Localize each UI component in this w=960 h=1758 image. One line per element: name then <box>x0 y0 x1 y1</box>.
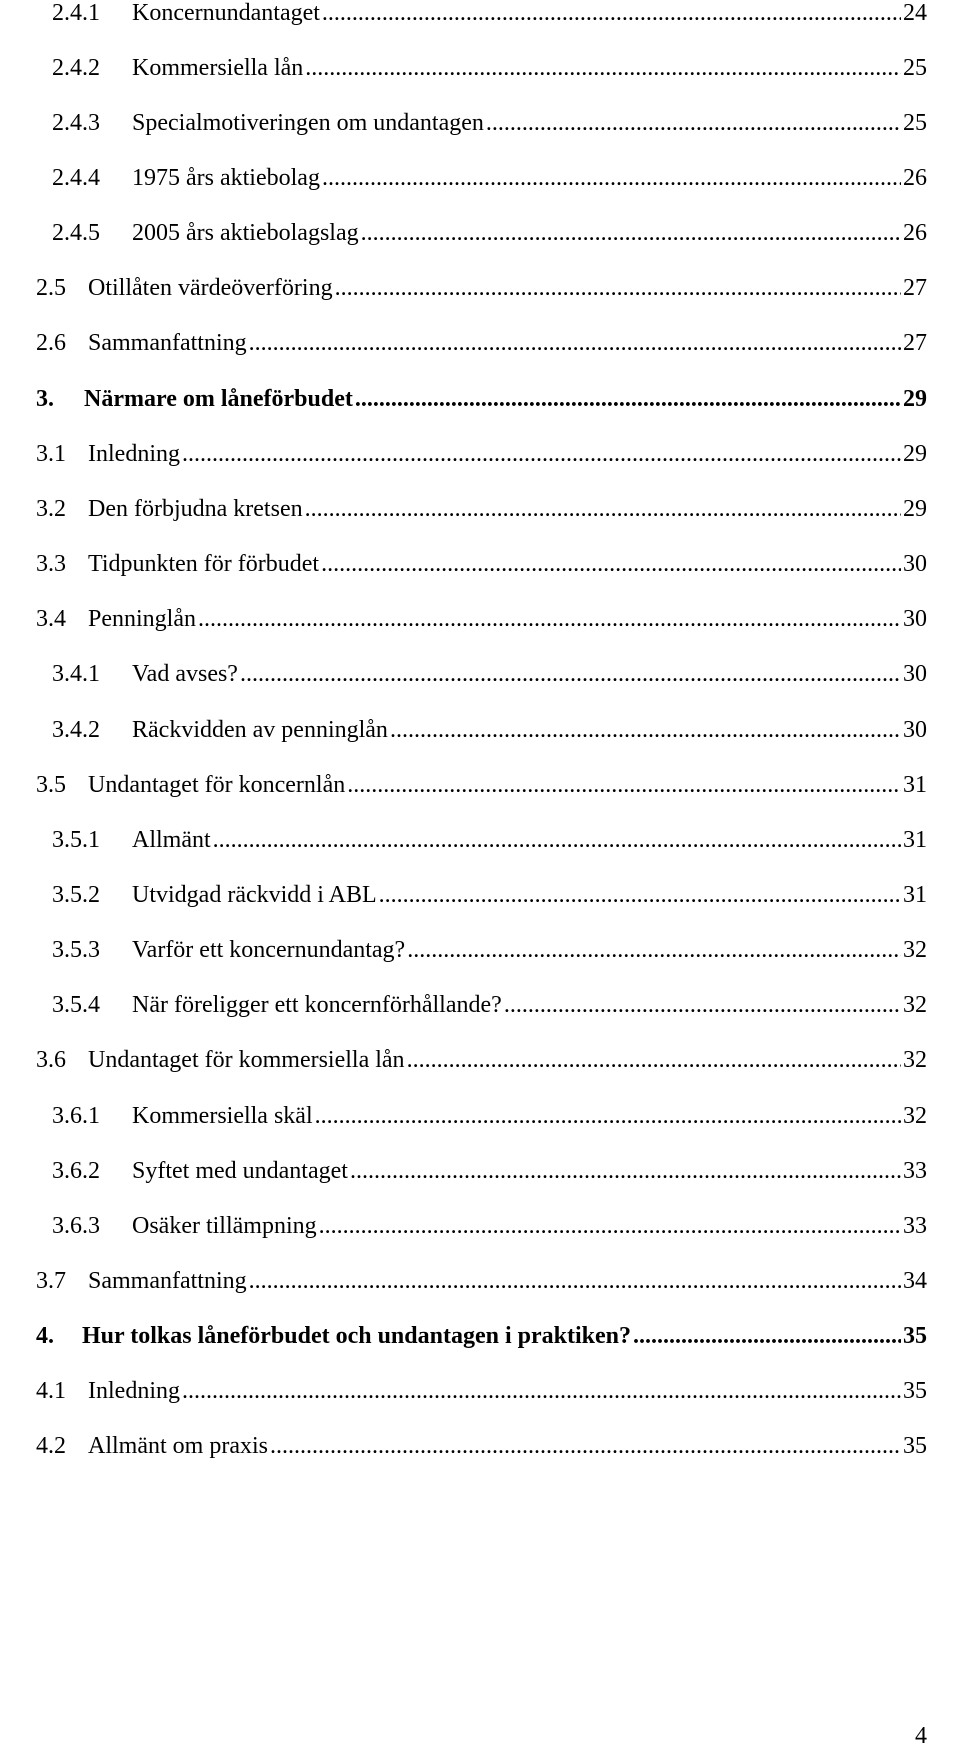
toc-chapter-entry[interactable] <box>36 379 927 419</box>
toc-entry[interactable] <box>52 875 927 915</box>
toc-entry-number: 3.7 <box>36 1268 66 1294</box>
toc-leader-dots <box>355 379 901 419</box>
toc-entry-title: Närmare om låneförbudet <box>84 386 353 412</box>
toc-entry-page: 30 <box>903 551 927 577</box>
toc-entry-page: 31 <box>903 882 927 908</box>
toc-entry-page: 25 <box>903 55 927 81</box>
toc-entry-page: 32 <box>903 937 927 963</box>
toc-entry-page: 33 <box>903 1158 927 1184</box>
toc-entry-title: 1975 års aktiebolag <box>132 165 320 191</box>
toc-leader-dots <box>335 268 901 308</box>
toc-leader-dots <box>407 930 901 970</box>
toc-entry[interactable] <box>36 1371 927 1411</box>
toc-entry[interactable] <box>36 544 927 584</box>
toc-entry[interactable] <box>36 489 927 529</box>
toc-entry-title: Tidpunkten för förbudet <box>88 551 320 577</box>
toc-entry[interactable] <box>36 765 927 805</box>
toc-entry[interactable] <box>52 654 927 694</box>
toc-entry-title: Varför ett koncernundantag? <box>132 937 406 963</box>
toc-leader-dots <box>322 0 901 33</box>
toc-entry[interactable] <box>36 599 927 639</box>
toc-entry-page: 29 <box>903 386 927 412</box>
toc-entry-number: 3.5.1 <box>52 827 100 853</box>
toc-entry-page: 33 <box>903 1213 927 1239</box>
toc-entry-title: Otillåten värdeöverföring <box>88 275 333 301</box>
toc-entry-number: 2.6 <box>36 330 66 356</box>
toc-leader-dots <box>305 48 901 88</box>
toc-entry-page: 29 <box>903 441 927 467</box>
toc-entry-page: 25 <box>903 110 927 136</box>
toc-entry-page: 30 <box>903 661 927 687</box>
toc-leader-dots <box>249 323 901 363</box>
toc-entry-title: Koncernundantaget <box>132 0 320 26</box>
toc-entry-title: Kommersiella lån <box>132 55 304 81</box>
toc-chapter-entry[interactable] <box>36 1316 927 1356</box>
toc-entry-title: Den förbjudna kretsen <box>88 496 303 522</box>
toc-entry-number: 3.3 <box>36 551 66 577</box>
toc-leader-dots <box>322 158 901 198</box>
toc-entry-title: Sammanfattning <box>88 330 247 356</box>
toc-leader-dots <box>321 544 901 584</box>
toc-entry[interactable] <box>52 710 927 750</box>
toc-entry-page: 26 <box>903 165 927 191</box>
toc-leader-dots <box>315 1096 901 1136</box>
toc-entry-title: Inledning <box>88 441 180 467</box>
toc-entry[interactable] <box>52 158 927 198</box>
toc-entry-title: Penninglån <box>88 606 196 632</box>
toc-entry-page: 30 <box>903 606 927 632</box>
toc-leader-dots <box>213 820 901 860</box>
toc-leader-dots <box>504 985 901 1025</box>
toc-entry-page: 29 <box>903 496 927 522</box>
toc-entry-title: Kommersiella skäl <box>132 1103 313 1129</box>
toc-entry[interactable] <box>52 48 927 88</box>
toc-leader-dots <box>240 654 901 694</box>
toc-entry-page: 35 <box>903 1433 927 1459</box>
toc-entry-title: Undantaget för kommersiella lån <box>88 1047 405 1073</box>
toc-leader-dots <box>198 599 901 639</box>
toc-entry-number: 3.5.3 <box>52 937 100 963</box>
toc-leader-dots <box>361 213 901 253</box>
toc-entry-number: 4.2 <box>36 1433 66 1459</box>
toc-entry-number: 3.6.2 <box>52 1158 100 1184</box>
toc-entry-number: 3.5.2 <box>52 882 100 908</box>
toc-entry-title: Osäker tillämpning <box>132 1213 317 1239</box>
toc-leader-dots <box>390 710 901 750</box>
toc-entry-number: 3.6 <box>36 1047 66 1073</box>
toc-entry-title: Syftet med undantaget <box>132 1158 348 1184</box>
toc-entry-title: Sammanfattning <box>88 1268 247 1294</box>
toc-entry-page: 31 <box>903 772 927 798</box>
toc-entry-number: 3.6.1 <box>52 1103 100 1129</box>
toc-entry[interactable] <box>52 1151 927 1191</box>
toc-entry-title: Allmänt <box>132 827 211 853</box>
toc-entry-title: Vad avses? <box>132 661 238 687</box>
toc-entry-number: 4.1 <box>36 1378 66 1404</box>
toc-entry-page: 31 <box>903 827 927 853</box>
toc-entry[interactable] <box>36 1426 927 1466</box>
toc-entry-number: 3.1 <box>36 441 66 467</box>
toc-entry-title: När föreligger ett koncernförhållande? <box>132 992 502 1018</box>
toc-entry[interactable] <box>52 1206 927 1246</box>
toc-entry[interactable] <box>52 213 927 253</box>
toc-entry-page: 30 <box>903 717 927 743</box>
toc-entry-page: 27 <box>903 330 927 356</box>
toc-entry-number: 4. <box>36 1323 54 1349</box>
toc-entry[interactable] <box>52 103 927 143</box>
toc-entry-title: 2005 års aktiebolagslag <box>132 220 359 246</box>
toc-entry[interactable] <box>52 930 927 970</box>
toc-entry-number: 3. <box>36 386 54 412</box>
toc-entry[interactable] <box>52 0 927 33</box>
toc-entry[interactable] <box>36 268 927 308</box>
toc-entry[interactable] <box>36 434 927 474</box>
toc-leader-dots <box>182 434 901 474</box>
toc-entry-number: 2.4.1 <box>52 0 100 26</box>
toc-entry-page: 32 <box>903 1103 927 1129</box>
toc-leader-dots <box>319 1206 901 1246</box>
toc-entry-page: 27 <box>903 275 927 301</box>
toc-leader-dots <box>407 1040 901 1080</box>
toc-entry-title: Allmänt om praxis <box>88 1433 268 1459</box>
toc-leader-dots <box>350 1151 901 1191</box>
toc-entry[interactable] <box>36 1261 927 1301</box>
toc-entry-title: Inledning <box>88 1378 180 1404</box>
toc-entry-number: 2.4.4 <box>52 165 100 191</box>
page-number: 4 <box>915 1723 927 1749</box>
toc-entry-page: 26 <box>903 220 927 246</box>
toc-entry-title: Utvidgad räckvidd i ABL <box>132 882 377 908</box>
toc-entry-number: 2.5 <box>36 275 66 301</box>
toc-entry-number: 2.4.5 <box>52 220 100 246</box>
toc-entry[interactable] <box>52 820 927 860</box>
toc-entry[interactable] <box>36 323 927 363</box>
toc-entry-page: 24 <box>903 0 927 26</box>
toc-leader-dots <box>249 1261 901 1301</box>
toc-entry-number: 3.4 <box>36 606 66 632</box>
toc-entry-number: 3.5.4 <box>52 992 100 1018</box>
toc-entry-number: 3.6.3 <box>52 1213 100 1239</box>
toc-entry-title: Hur tolkas låneförbudet och undantagen i praktiken? <box>82 1323 631 1349</box>
toc-entry-page: 35 <box>903 1323 927 1349</box>
toc-entry-title: Räckvidden av penninglån <box>132 717 388 743</box>
toc-entry-title: Undantaget för koncernlån <box>88 772 346 798</box>
toc-entry-title: Specialmotiveringen om undantagen <box>132 110 484 136</box>
toc-entry-number: 3.4.1 <box>52 661 100 687</box>
toc-entry-page: 34 <box>903 1268 927 1294</box>
toc-leader-dots <box>486 103 901 143</box>
toc-entry-number: 2.4.2 <box>52 55 100 81</box>
toc-entry-number: 3.4.2 <box>52 717 100 743</box>
toc-entry-number: 3.2 <box>36 496 66 522</box>
toc-entry[interactable] <box>52 985 927 1025</box>
toc-entry-number: 3.5 <box>36 772 66 798</box>
toc-leader-dots <box>379 875 901 915</box>
toc-entry-number: 2.4.3 <box>52 110 100 136</box>
toc-leader-dots <box>305 489 901 529</box>
toc-entry-page: 35 <box>903 1378 927 1404</box>
toc-leader-dots <box>270 1426 901 1466</box>
toc-leader-dots <box>633 1316 901 1356</box>
toc-entry-page: 32 <box>903 992 927 1018</box>
toc-entry[interactable] <box>52 1096 927 1136</box>
toc-leader-dots <box>182 1371 901 1411</box>
toc-entry[interactable] <box>36 1040 927 1080</box>
toc-entry-page: 32 <box>903 1047 927 1073</box>
toc-leader-dots <box>347 765 901 805</box>
